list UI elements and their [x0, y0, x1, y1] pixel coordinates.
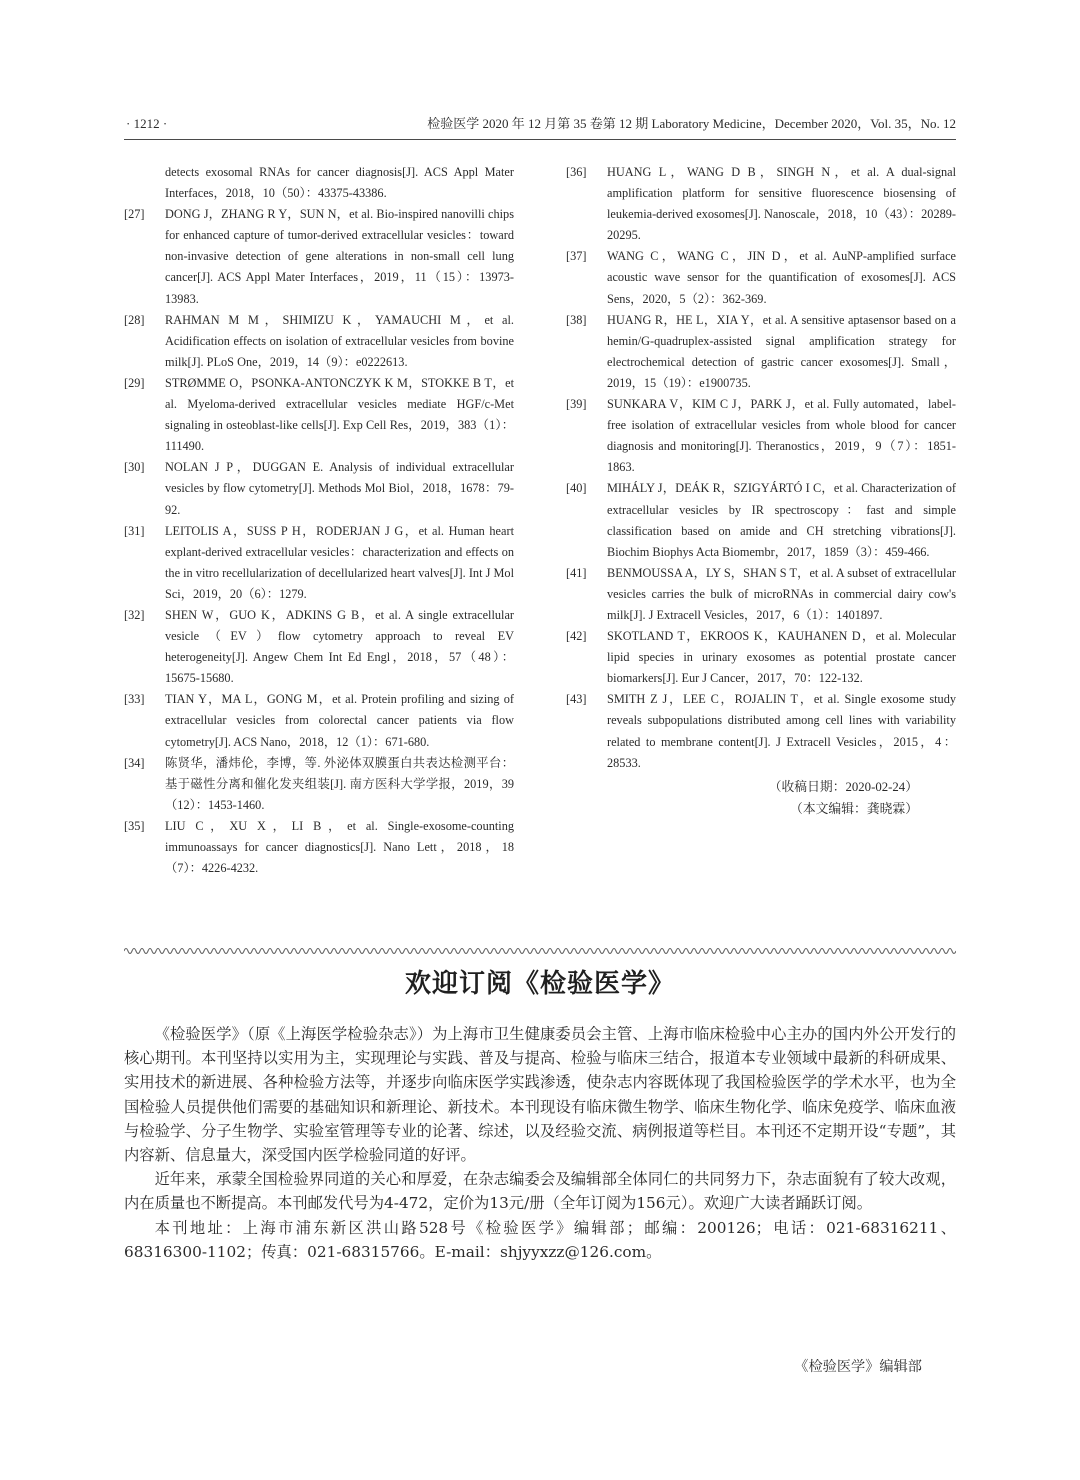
- reference-number: [34]: [124, 755, 145, 770]
- subscription-ad-title: 欢迎订阅《检验医学》: [404, 969, 675, 999]
- reference-number: [29]: [124, 375, 145, 390]
- ad-paragraph-intro: 《检验医学》（原《上海医学检验杂志》）为上海市卫生健康委员会主管、上海市临床检验中心主办的国内外公开发行的核心期刊。本刊坚持以实用为主，实现理论与实践、普及与提高、检验与临床三结合，报道本专业领域中最新的科研成果、实用技术的新进展、各种检验方法等，并逐步向临床医学实践渗透，使杂志内容既体现了我国检验医学的学术水平，也为全国检验人员提供他们需要的基础知识和新理论、新技术。本刊现设有临床微生物学、临床生物化学、临床免疫学、临床血液与检验学、分子生物学、实验室管理等专业的论著、综述，以及经验交流、病例报道等栏目。本刊还不定期开设“专题”，其内容新、信息量大，深受国内医学检验同道的好评。: [124, 1025, 956, 1165]
- reference-text: HUANG R，HE L，XIA Y，et al. A sensitive aptasensor based on a hemin/G-quadruplex-assisted signal amplification strategy for electrochemical detection of gastric cancer exosomes[J]. Small，2019，15（19）：e1900735.: [607, 312, 956, 390]
- reference-text: DONG J，ZHANG R Y，SUN N，et al. Bio-inspired nanovilli chips for enhanced capture of tumor-derived extracellular vesicles：toward non-invasive detection of gene alterations in non-small cell lung cancer[J]. ACS Appl Mater Interfaces，2019，11（15）：13973-13983.: [165, 207, 514, 306]
- reference-item: [566, 246, 956, 309]
- reference-item: [566, 394, 956, 478]
- references-left-column: [124, 162, 514, 879]
- reference-number: [27]: [124, 207, 145, 222]
- reference-number: [39]: [566, 397, 587, 412]
- reference-number: [38]: [566, 312, 587, 327]
- reference-text: HUANG L，WANG D B，SINGH N，et al. A dual-signal amplification platform for sensitive fluorescence biosensing of leukemia-derived exosomes[J]. Nanoscale，2018，10（43）：20289-20295.: [607, 165, 956, 243]
- reference-item: [566, 478, 956, 562]
- reference-text: STRØMME O，PSONKA-ANTONCZYK K M，STOKKE B T，et al. Myeloma-derived extracellular vesicles mediate HGF/c-Met signaling in osteoblast-like cells[J]. Exp Cell Res，2019，383（1）：111490.: [165, 375, 514, 454]
- reference-item: [124, 162, 514, 204]
- reference-text: detects exosomal RNAs for cancer diagnosis[J]. ACS Appl Mater Interfaces，2018，10（50）：43375-43386.: [165, 165, 514, 201]
- reference-text: SKOTLAND T，EKROOS K，KAUHANEN D，et al. Molecular lipid species in urinary exosomes as potential prostate cancer biomarkers[J]. Eur J Cancer，2017，70：122-132.: [607, 629, 956, 686]
- reference-number: [28]: [124, 312, 145, 327]
- reference-item: [124, 689, 514, 752]
- reference-number: [33]: [124, 692, 145, 707]
- subscription-ad-body: [124, 1022, 956, 1264]
- reference-text: LIU C，XU X，LI B，et al. Single-exosome-counting immunoassays for cancer diagnostics[J]. Nano Lett，2018，18（7）：4226-4232.: [165, 818, 514, 876]
- reference-item: [124, 310, 514, 373]
- reference-item: [124, 521, 514, 605]
- reference-item: [124, 373, 514, 457]
- reference-number: [32]: [124, 607, 145, 622]
- reference-item: [124, 753, 514, 816]
- reference-text: SUNKARA V，KIM C J，PARK J，et al. Fully automated，label-free isolation of extracellular vesicles from whole blood for cancer diagnosis and monitoring[J]. Theranostics，2019，9（7）：1851-1863.: [607, 397, 956, 475]
- reference-text: WANG C，WANG C，JIN D，et al. AuNP-amplified surface acoustic wave sensor for the quantification of exosomes[J]. ACS Sens，2020，5（2）：362-369.: [607, 249, 956, 306]
- reference-number: [42]: [566, 629, 587, 644]
- reference-item: [566, 310, 956, 394]
- reference-text: SHEN W，GUO K，ADKINS G B，et al. A single extracellular vesicle（EV）flow cytometry approach to reveal EV heterogeneity[J]. Angew Chem Int Ed Engl，2018，57（48）：15675-15680.: [165, 607, 514, 686]
- reference-item: [124, 605, 514, 689]
- reference-number: [43]: [566, 692, 587, 707]
- article-editor: （本文编辑：龚晓霖）: [790, 801, 918, 816]
- reference-text: NOLAN J P，DUGGAN E. Analysis of individual extracellular vesicles by flow cytometry[J]. Methods Mol Biol，2018，1678：79-92.: [165, 460, 514, 517]
- reference-item: [124, 457, 514, 520]
- decorative-wave-divider: [124, 945, 956, 957]
- page-number: · 1212 ·: [126, 116, 168, 131]
- reference-text: LEITOLIS A，SUSS P H，RODERJAN J G，et al. Human heart explant-derived extracellular vesicles：characterization and effects on the in vitro recellularization of decellularized heart valves[J]. Int J Mol Sci，2019，20（6）：1279.: [165, 523, 514, 601]
- reference-text: MIHÁLY J，DEÁK R，SZIGYÁRTÓ I C，et al. Characterization of extracellular vesicles by IR spectroscopy：fast and simple classification based on amide and CH stretching vibrations[J]. Biochim Biophys Acta Biomembr，2017，1859（3）：459-466.: [607, 481, 956, 559]
- references-right-column: [566, 162, 956, 820]
- ad-paragraph-pricing: 近年来，承蒙全国检验界同道的关心和厚爱，在杂志编委会及编辑部全体同仁的共同努力下，杂志面貌有了较大改观，内在质量也不断提高。本刊邮发代号为4-472，定价为13元/册（全年订阅为156元）。欢迎广大读者踊跃订阅。: [124, 1170, 956, 1213]
- received-date: （收稿日期：2020-02-24）: [768, 779, 918, 794]
- wave-line: [124, 949, 956, 954]
- reference-text: SMITH Z J，LEE C，ROJALIN T，et al. Single exosome study reveals subpopulations distributed among cell lines with variability related to membrane content[J]. J Extracell Vesicles，2015，4：28533.: [607, 692, 956, 770]
- header-rule: [124, 139, 956, 140]
- journal-citation-line: 检验医学 2020 年 12 月第 35 卷第 12 期 Laboratory Medicine，December 2020，Vol. 35，No. 12: [427, 116, 956, 131]
- reference-text: RAHMAN M M，SHIMIZU K，YAMAUCHI M，et al. Acidification effects on isolation of extracellular vesicles from bovine milk[J]. PLoS One，2019，14（9）：e0222613.: [165, 312, 514, 369]
- reference-item: [566, 689, 956, 773]
- reference-number: [31]: [124, 523, 145, 538]
- reference-number: [37]: [566, 249, 587, 264]
- editorial-office-signature: 《检验医学》编辑部: [794, 1359, 922, 1375]
- reference-number: [30]: [124, 460, 145, 475]
- reference-text: TIAN Y，MA L，GONG M，et al. Protein profiling and sizing of extracellular vesicles from colorectal cancer patients via flow cytometry[J]. ACS Nano，2018，12（1）：671-680.: [165, 692, 514, 749]
- reference-item: [124, 204, 514, 309]
- ad-paragraph-contact: 本刊地址：上海市浦东新区洪山路528号《检验医学》编辑部；邮编：200126；电话：021-68316211、68316300-1102；传真：021-68315766。E-mail：shjyyxzz@126.com。: [124, 1218, 956, 1261]
- reference-text: 陈贤华，潘炜伦，李博，等. 外泌体双膜蛋白共表达检测平台：基于磁性分离和催化发夹组装[J]. 南方医科大学学报，2019，39（12）：1453-1460.: [165, 755, 514, 812]
- running-header: [124, 114, 956, 134]
- reference-item: [566, 563, 956, 626]
- reference-item: [566, 626, 956, 689]
- reference-number: [40]: [566, 481, 587, 496]
- reference-item: [124, 816, 514, 879]
- reference-item: [566, 162, 956, 246]
- reference-number: [41]: [566, 565, 587, 580]
- reference-number: [36]: [566, 165, 587, 179]
- reference-text: BENMOUSSA A，LY S，SHAN S T，et al. A subset of extracellular vesicles carries the bulk of microRNAs in commercial dairy cow's milk[J]. J Extracell Vesicles，2017，6（1）：1401897.: [607, 565, 956, 622]
- reference-number: [35]: [124, 818, 145, 833]
